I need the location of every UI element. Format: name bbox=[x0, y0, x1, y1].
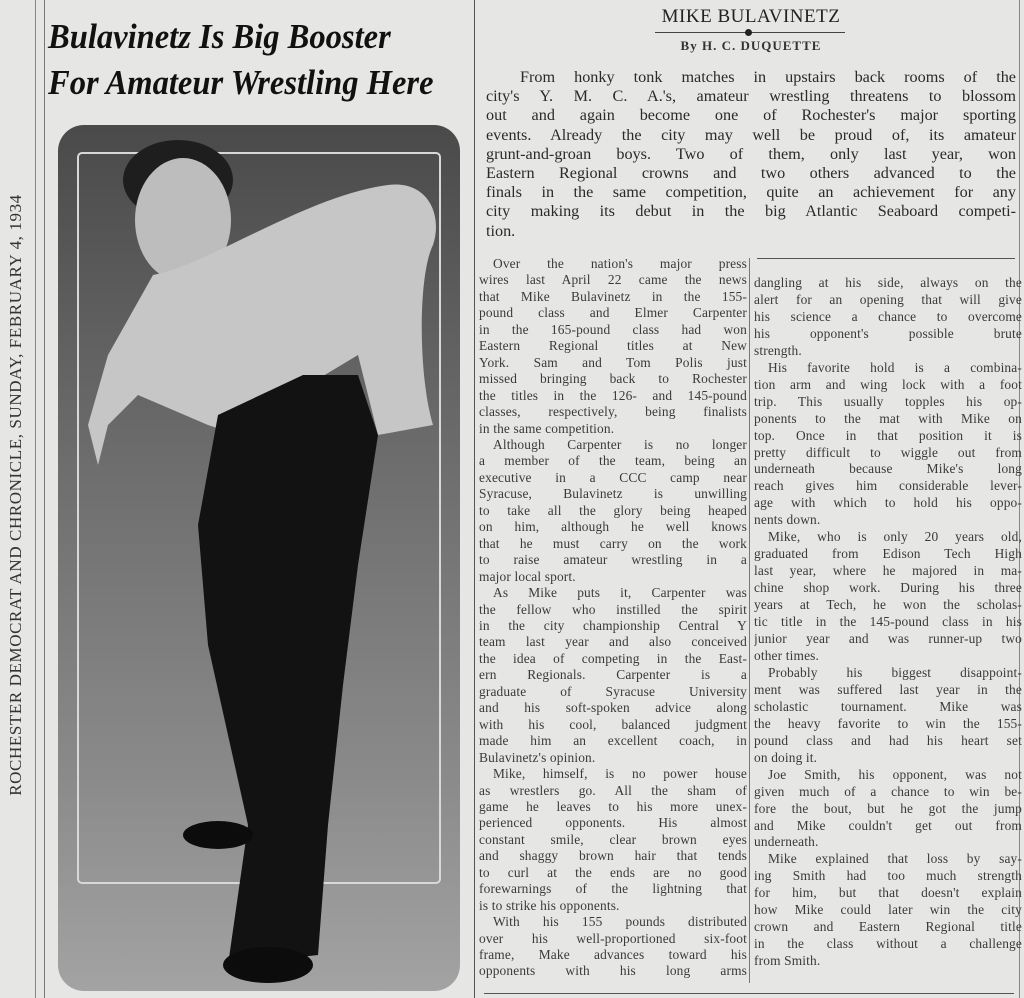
article-text-line: to raise amateur wrestling in a bbox=[479, 552, 747, 568]
article-text-line: his opponent's possible brute bbox=[754, 325, 1022, 341]
article-text-line: tic title in the 145-pound class in his bbox=[754, 614, 1022, 630]
article-text-line: reach gives him considerable lever- bbox=[754, 478, 1022, 494]
article-text-line: pretty difficult to wiggle out from bbox=[754, 444, 1022, 460]
article-text-line: Bulavinetz's opinion. bbox=[479, 749, 596, 765]
margin-rule bbox=[44, 0, 45, 998]
article-text-line: alert for an opening that will give bbox=[754, 291, 1022, 307]
title-divider-dot bbox=[745, 29, 752, 36]
article-text-line: Eastern Regional crowns and two others advanced to the bbox=[486, 164, 1016, 183]
article-text-line: As Mike puts it, Carpenter was bbox=[493, 585, 747, 601]
article-text-line: a member of the team, being an bbox=[479, 453, 747, 469]
article-text-line: how Mike could later win the city bbox=[754, 902, 1022, 918]
article-text-line: junior year and was runner-up two bbox=[754, 631, 1022, 647]
article-text-line: Although Carpenter is no longer bbox=[493, 436, 747, 452]
article-text-line: Mike explained that loss by say- bbox=[768, 851, 1022, 867]
article-text-line: last year, where he majored in ma- bbox=[754, 563, 1022, 579]
article-text-line: strength. bbox=[754, 342, 802, 358]
article-text-line: perienced opponents. His almost bbox=[479, 815, 747, 831]
article-text-line: nents down. bbox=[754, 512, 821, 528]
article-text-line: Over the nation's major press bbox=[493, 256, 747, 271]
article-text-line: Probably his biggest disappoint- bbox=[768, 664, 1022, 680]
article-text-line: events. Already the city may well be proud of, its amateur bbox=[486, 125, 1016, 144]
article-text-line: on him, although he well knows bbox=[479, 519, 747, 535]
article-text-line: in the 165-pound class had won bbox=[479, 321, 747, 337]
article-text-line: Syracuse, Bulavinetz is unwilling bbox=[479, 486, 747, 502]
margin-rule bbox=[35, 0, 36, 998]
article-text-line: in the same competition. bbox=[479, 420, 615, 436]
article-text-line: the fellow who instilled the spirit bbox=[479, 601, 747, 617]
article-text-line: executive in a CCC camp near bbox=[479, 469, 747, 485]
article-text-line: in the class without a challenge bbox=[754, 936, 1022, 952]
article-text-line: that he must carry on the work bbox=[479, 535, 747, 551]
article-text-line: other times. bbox=[754, 647, 820, 663]
article-text-line: as wrestlers go. All the sham of bbox=[479, 782, 747, 798]
article-text-line: Mike, himself, is no power house bbox=[493, 766, 747, 782]
article-text-line: graduated from Edison Tech High bbox=[754, 546, 1022, 562]
article-text-line: in the city championship Central Y bbox=[479, 617, 747, 633]
article-text-line: to curl at the ends are no good bbox=[479, 864, 747, 880]
article-text-line: pound class and had his heart set bbox=[754, 732, 1022, 748]
article-text-line: trip. This usually topples his op- bbox=[754, 393, 1022, 409]
article-text-line: underneath. bbox=[754, 834, 819, 850]
section-rule bbox=[757, 258, 1015, 259]
article-text-line: with his cool, balanced judgment bbox=[479, 716, 747, 732]
wrestler-photo bbox=[58, 125, 460, 991]
article-text-line: fore the bout, but he got the jump bbox=[754, 800, 1022, 816]
article-text-line: from Smith. bbox=[754, 953, 821, 969]
article-text-line: ment was suffered last year in the bbox=[754, 681, 1022, 697]
article-title: MIKE BULAVINETZ bbox=[661, 6, 841, 27]
article-text-line: With his 155 pounds distributed bbox=[493, 914, 747, 930]
article-text-line: city's Y. M. C. A.'s, amateur wrestling threatens to blossom bbox=[486, 87, 1016, 106]
article-text-line: for him, but that doesn't explain bbox=[754, 885, 1022, 901]
article-text-line: to take all the glory being heaped bbox=[479, 502, 747, 518]
article-text-line: the heavy favorite to win the 155- bbox=[754, 715, 1022, 731]
article-text-line: Joe Smith, his opponent, was not bbox=[768, 766, 1022, 782]
article-text-line: classes, respectively, being finalists bbox=[479, 404, 747, 420]
article-text-line: underneath because Mike's long bbox=[754, 461, 1022, 477]
article-text-line: York. Sam and Tom Polis just bbox=[479, 354, 747, 370]
article-text-line: made him an excellent coach, in bbox=[479, 733, 747, 749]
article-text-line: ponents to the mat with Mike on bbox=[754, 410, 1022, 426]
article-text-line: and shaggy brown hair that tends bbox=[479, 848, 747, 864]
article-text-line: frame, Make advances toward his bbox=[479, 947, 747, 963]
byline: By H. C. DUQUETTE bbox=[680, 38, 822, 53]
article-text-line: tion arm and wing lock with a foot bbox=[754, 376, 1022, 392]
article-text-line: and his soft-spoken advice along bbox=[479, 700, 747, 716]
article-text-line: the idea of competing in the East- bbox=[479, 650, 747, 666]
bottom-rule bbox=[484, 993, 1014, 994]
article-text-line: forewarnings of the lightning that bbox=[479, 881, 747, 897]
article-text-line: over his well-proportioned six-foot bbox=[479, 930, 747, 946]
article-text-line: From honky tonk matches in upstairs back rooms of the bbox=[520, 68, 1016, 86]
article-text-line: wires last April 22 came the news bbox=[479, 272, 747, 288]
article-text-line: his science a chance to overcome bbox=[754, 308, 1022, 324]
article-text-line: is to strike his opponents. bbox=[479, 897, 620, 913]
article-text-line: game he leaves to his more unex- bbox=[479, 798, 747, 814]
column-rule bbox=[474, 0, 475, 998]
article-text-line: given much of a chance to win be- bbox=[754, 783, 1022, 799]
article-text-line: major local sport. bbox=[479, 568, 576, 584]
article-text-line: crown and Eastern Regional title bbox=[754, 919, 1022, 935]
article-column-1 bbox=[479, 256, 747, 980]
article-intro bbox=[486, 68, 1016, 241]
article-text-line: His favorite hold is a combina- bbox=[768, 359, 1022, 375]
article-text-line: constant smile, clear brown eyes bbox=[479, 831, 747, 847]
article-text-line: finals in the same competition, quite an achievement for any bbox=[486, 183, 1016, 202]
article-text-line: ing Smith had too much strength bbox=[754, 868, 1022, 884]
article-text-line: dangling at his side, always on the bbox=[754, 275, 1022, 290]
article-text-line: tion. bbox=[486, 221, 516, 240]
article-text-line: scholastic tournament. Mike was bbox=[754, 698, 1022, 714]
newspaper-masthead: ROCHESTER DEMOCRAT AND CHRONICLE, SUNDAY, FEBRUARY 4, 1934 bbox=[6, 194, 25, 796]
article-text-line: missed bringing back to Rochester bbox=[479, 371, 747, 387]
headline-line: For Amateur Wrestling Here bbox=[48, 63, 434, 102]
article-text-line: on doing it. bbox=[754, 749, 818, 765]
headline bbox=[48, 14, 448, 106]
article-text-line: pound class and Elmer Carpenter bbox=[479, 305, 747, 321]
article-text-line: graduate of Syracuse University bbox=[479, 683, 747, 699]
article-text-line: out and again become one of Rochester's major sporting bbox=[486, 106, 1016, 125]
article-text-line: that Mike Bulavinetz in the 155- bbox=[479, 288, 747, 304]
article-text-line: Mike, who is only 20 years old, bbox=[768, 529, 1022, 545]
article-text-line: city making its debut in the big Atlantic Seaboard competi- bbox=[486, 202, 1016, 221]
article-text-line: top. Once in that position it is bbox=[754, 427, 1022, 443]
article-text-line: chine shop work. During his three bbox=[754, 580, 1022, 596]
article-text-line: team last year and also conceived bbox=[479, 634, 747, 650]
article-text-line: age with which to hold his oppo- bbox=[754, 495, 1022, 511]
article-column-2 bbox=[754, 275, 1022, 970]
article-text-line: the titles in the 126- and 145-pound bbox=[479, 387, 747, 403]
article-text-line: and Mike couldn't get out from bbox=[754, 817, 1022, 833]
article-text-line: opponents with his long arms bbox=[479, 963, 747, 979]
article-text-line: years at Tech, he won the scholas- bbox=[754, 597, 1022, 613]
article-text-line: Eastern Regional titles at New bbox=[479, 338, 747, 354]
wrestler-figure-illustration bbox=[58, 125, 460, 991]
headline-line: Bulavinetz Is Big Booster bbox=[48, 17, 391, 56]
article-text-line: ern Regionals. Carpenter is a bbox=[479, 667, 747, 683]
column-divider bbox=[749, 258, 750, 983]
article-text-line: grunt-and-groan boys. Two of them, only last year, won bbox=[486, 144, 1016, 163]
